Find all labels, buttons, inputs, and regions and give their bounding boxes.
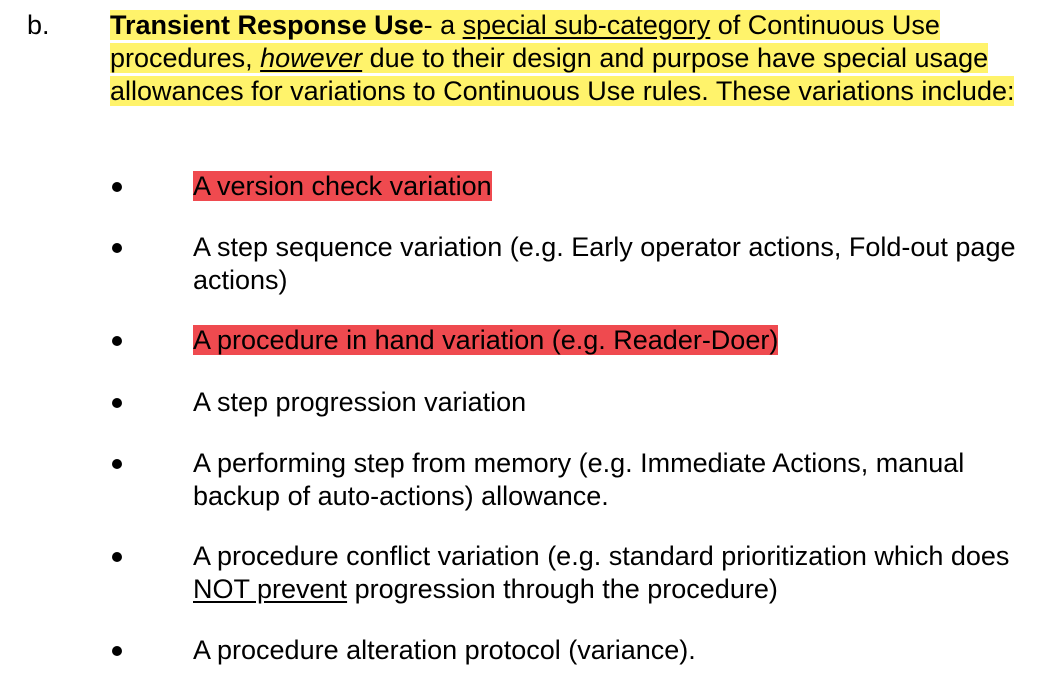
underlined-not-prevent: NOT prevent xyxy=(193,574,348,604)
bullet-dot xyxy=(112,552,122,562)
bullet-text-after: progression through the procedure) xyxy=(347,574,778,604)
underlined-italic-however: however xyxy=(260,43,363,73)
bullet-text xyxy=(193,540,1033,606)
bullet-dot xyxy=(112,243,122,253)
bullet-dot xyxy=(112,336,122,346)
list-item-letter: b. xyxy=(27,10,50,40)
paragraph-text-1: of Continuous Use procedures, xyxy=(110,10,940,73)
bullet-text xyxy=(193,324,1033,357)
paragraph-text-2: due to their design and purpose have special usage allowances for variations to Continuous Use rules. These variations include: xyxy=(110,43,1015,106)
bullet-dot xyxy=(112,459,122,469)
underlined-phrase-special: special sub-category xyxy=(462,10,711,40)
definition-paragraph xyxy=(110,9,1050,108)
red-highlight: A procedure in hand variation (e.g. Reader-Doer) xyxy=(193,325,779,355)
bullet-text: A step progression variation xyxy=(193,387,527,417)
term-title: Transient Response Use xyxy=(110,10,424,40)
bullet-text: A procedure alteration protocol (variance). xyxy=(193,635,696,665)
bullet-dot xyxy=(112,646,122,656)
bullet-text-before: A procedure conflict variation (e.g. standard prioritization which does xyxy=(193,541,1010,571)
bullet-dot xyxy=(112,182,122,192)
bullet-text: A performing step from memory (e.g. Immediate Actions, manual backup of auto-actions) allowance. xyxy=(193,448,965,511)
bullet-dot xyxy=(112,398,122,408)
paragraph-text-intro: - a xyxy=(423,10,463,40)
bullet-text: A step sequence variation (e.g. Early operator actions, Fold-out page actions) xyxy=(193,232,1016,295)
yellow-highlight xyxy=(110,10,1014,106)
red-highlight: A version check variation xyxy=(193,171,492,201)
bullet-text xyxy=(193,170,1033,203)
